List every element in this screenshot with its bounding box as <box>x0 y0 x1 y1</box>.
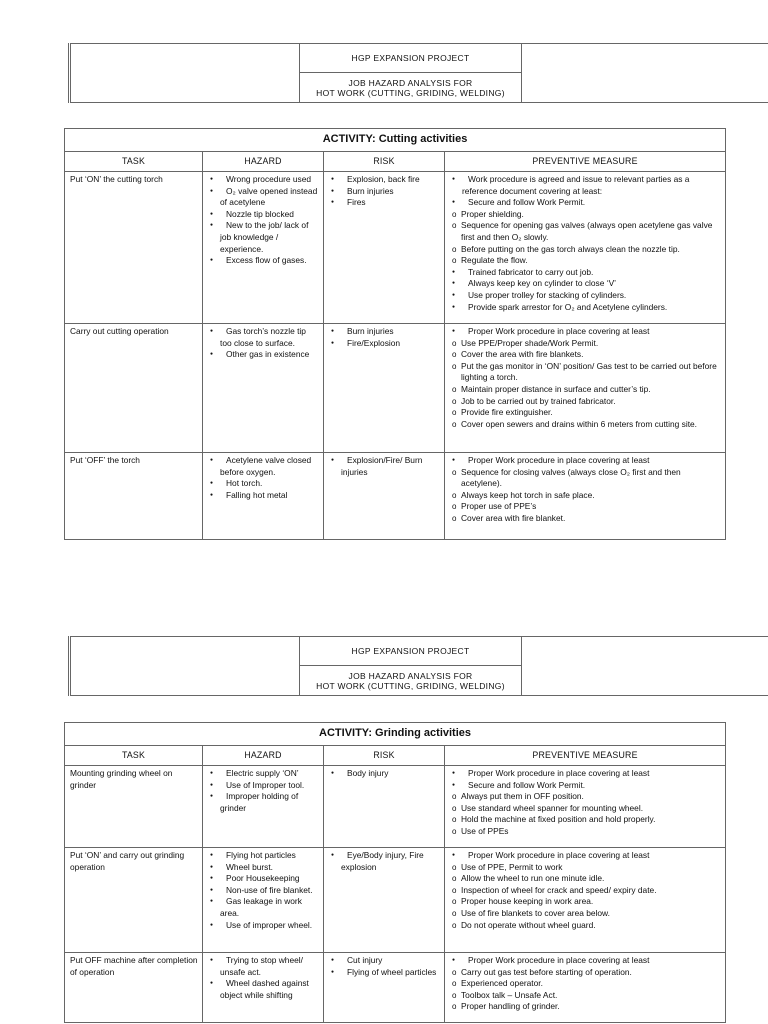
header-doc-ref-cell <box>522 44 768 103</box>
hazard-item: ● Wheel burst. <box>208 862 319 874</box>
task-cell: Put ‘ON’ and carry out grinding operation <box>70 850 185 872</box>
measure-sub-item: o Hold the machine at fixed position and hold properly. <box>450 814 721 826</box>
measure-sub-item: o Always put them in OFF position. <box>450 791 721 803</box>
header-logo-cell <box>70 637 300 696</box>
grinding-activity-table <box>64 722 726 1023</box>
measure-sub-item: o Maintain proper distance in surface and cutter’s tip. <box>450 384 721 396</box>
document-header-2 <box>68 636 768 696</box>
measure-sub-item: o Proper house keeping in work area. <box>450 896 721 908</box>
hazard-item: ● Improper holding of grinder <box>208 791 319 814</box>
header-jha-line2: HOT WORK (CUTTING, GRIDING, WELDING) <box>316 680 505 691</box>
measure-item: ● Proper Work procedure in place covering at least <box>450 955 721 967</box>
measure-sub-item: o Before putting on the gas torch always clean the nozzle tip. <box>450 244 721 256</box>
task-cell: Put OFF machine after completion of operation <box>70 955 198 977</box>
table-row <box>65 848 726 953</box>
header-logo-cell <box>70 44 300 103</box>
measure-sub-item: o Use of PPEs <box>450 826 721 838</box>
hazard-item: ● Other gas in existence <box>208 349 319 361</box>
measure-sub-item: o Inspection of wheel for crack and speed/ expiry date. <box>450 885 721 897</box>
table-row <box>65 172 726 324</box>
measure-item: ● Secure and follow Work Permit. <box>450 197 721 209</box>
hazard-item: ● Flying hot particles <box>208 850 319 862</box>
hazard-item: ● Nozzle tip blocked <box>208 209 319 221</box>
risk-item: ● Burn injuries <box>329 186 440 198</box>
risk-item: ● Fire/Explosion <box>329 338 440 350</box>
risk-item: ● Cut injury <box>329 955 440 967</box>
column-header-risk: RISK <box>324 152 445 172</box>
table-row <box>65 453 726 540</box>
cutting-activity-table <box>64 128 726 540</box>
hazard-item: ● Gas leakage in work area. <box>208 896 319 919</box>
header-jha-line1: JOB HAZARD ANALYSIS FOR <box>348 670 473 681</box>
measure-sub-item: o Proper shielding. <box>450 209 721 221</box>
risk-item: ● Burn injuries <box>329 326 440 338</box>
hazard-item: ● New to the job/ lack of job knowledge / experience. <box>208 220 319 255</box>
measure-sub-item: o Use of PPE, Permit to work <box>450 862 721 874</box>
header-project-title: HGP EXPANSION PROJECT <box>300 44 522 73</box>
risk-item: ● Eye/Body injury, Fire explosion <box>329 850 440 873</box>
measure-sub-item: o Toolbox talk – Unsafe Act. <box>450 990 721 1002</box>
activity-title: ACTIVITY: Cutting activities <box>65 129 726 152</box>
hazard-item: ● Gas torch’s nozzle tip too close to surface. <box>208 326 319 349</box>
measure-sub-item: o Use PPE/Proper shade/Work Permit. <box>450 338 721 350</box>
hazard-item: ● Non-use of fire blanket. <box>208 885 319 897</box>
hazard-item: ● Electric supply ‘ON’ <box>208 768 319 780</box>
column-header-risk: RISK <box>324 746 445 766</box>
measure-sub-item: o Carry out gas test before starting of operation. <box>450 967 721 979</box>
measure-sub-item: o Proper handling of grinder. <box>450 1001 721 1013</box>
table-row <box>65 324 726 453</box>
measure-sub-item: o Use of fire blankets to cover area below. <box>450 908 721 920</box>
measure-sub-item: o Allow the wheel to run one minute idle. <box>450 873 721 885</box>
hazard-item: ● Wheel dashed against object while shifting <box>208 978 319 1001</box>
measure-item: ● Proper Work procedure in place covering at least <box>450 768 721 780</box>
hazard-item: ● Hot torch. <box>208 478 319 490</box>
measure-sub-item: o Proper use of PPE’s <box>450 501 721 513</box>
measure-sub-item: o Do not operate without wheel guard. <box>450 920 721 932</box>
measure-item: ● Proper Work procedure in place covering at least <box>450 326 721 338</box>
header-jha-title <box>300 73 522 103</box>
header-jha-line2: HOT WORK (CUTTING, GRIDING, WELDING) <box>316 87 505 98</box>
header-jha-title <box>300 666 522 696</box>
task-cell: Put ‘ON’ the cutting torch <box>70 174 163 184</box>
hazard-item: ● Poor Housekeeping <box>208 873 319 885</box>
document-header-1 <box>68 43 768 103</box>
measure-item: ● Provide spark arrestor for O₂ and Acetylene cylinders. <box>450 302 721 314</box>
header-doc-ref-cell <box>522 637 768 696</box>
measure-sub-item: o Cover open sewers and drains within 6 meters from cutting site. <box>450 419 721 431</box>
measure-item: ● Always keep key on cylinder to close ‘V’ <box>450 278 721 290</box>
activity-title: ACTIVITY: Grinding activities <box>65 723 726 746</box>
measure-sub-item: o Sequence for opening gas valves (always open acetylene gas valve first and then O₂ slowly. <box>450 220 721 243</box>
hazard-item: ● Wrong procedure used <box>208 174 319 186</box>
hazard-item: ● O₂ valve opened instead of acetylene <box>208 186 319 209</box>
measure-item: ● Secure and follow Work Permit. <box>450 780 721 792</box>
measure-sub-item: o Cover the area with fire blankets. <box>450 349 721 361</box>
column-header-hazard: HAZARD <box>203 152 324 172</box>
column-header-task: TASK <box>65 746 203 766</box>
task-cell: Mounting grinding wheel on grinder <box>70 768 173 790</box>
measure-sub-item: o Use standard wheel spanner for mounting wheel. <box>450 803 721 815</box>
column-header-preventive-measure: PREVENTIVE MEASURE <box>445 746 726 766</box>
hazard-item: ● Excess flow of gases. <box>208 255 319 267</box>
measure-item: ● Use proper trolley for stacking of cylinders. <box>450 290 721 302</box>
risk-item: ● Flying of wheel particles <box>329 967 440 979</box>
measure-item: ● Trained fabricator to carry out job. <box>450 267 721 279</box>
measure-sub-item: o Cover area with fire blanket. <box>450 513 721 525</box>
table-row <box>65 766 726 848</box>
column-header-preventive-measure: PREVENTIVE MEASURE <box>445 152 726 172</box>
measure-sub-item: o Experienced operator. <box>450 978 721 990</box>
risk-item: ● Body injury <box>329 768 440 780</box>
measure-sub-item: o Job to be carried out by trained fabricator. <box>450 396 721 408</box>
hazard-item: ● Falling hot metal <box>208 490 319 502</box>
measure-item: ● Proper Work procedure in place covering at least <box>450 455 721 467</box>
measure-sub-item: o Provide fire extinguisher. <box>450 407 721 419</box>
column-header-task: TASK <box>65 152 203 172</box>
risk-item: ● Explosion/Fire/ Burn injuries <box>329 455 440 478</box>
measure-sub-item: o Always keep hot torch in safe place. <box>450 490 721 502</box>
task-cell: Carry out cutting operation <box>70 326 169 336</box>
header-project-title: HGP EXPANSION PROJECT <box>300 637 522 666</box>
column-header-hazard: HAZARD <box>203 746 324 766</box>
measure-sub-item: o Sequence for closing valves (always close O₂ first and then acetylene). <box>450 467 721 490</box>
hazard-item: ● Use of Improper tool. <box>208 780 319 792</box>
risk-item: ● Fires <box>329 197 440 209</box>
risk-item: ● Explosion, back fire <box>329 174 440 186</box>
hazard-item: ● Use of improper wheel. <box>208 920 319 932</box>
task-cell: Put ‘OFF’ the torch <box>70 455 140 465</box>
measure-item: ● Proper Work procedure in place covering at least <box>450 850 721 862</box>
measure-item: ● Work procedure is agreed and issue to relevant parties as a reference document covering at least: <box>450 174 721 197</box>
table-row <box>65 953 726 1023</box>
measure-sub-item: o Regulate the flow. <box>450 255 721 267</box>
hazard-item: ● Trying to stop wheel/ unsafe act. <box>208 955 319 978</box>
hazard-item: ● Acetylene valve closed before oxygen. <box>208 455 319 478</box>
measure-sub-item: o Put the gas monitor in ‘ON’ position/ Gas test to be carried out before lighting a torch. <box>450 361 721 384</box>
header-jha-line1: JOB HAZARD ANALYSIS FOR <box>348 77 473 88</box>
